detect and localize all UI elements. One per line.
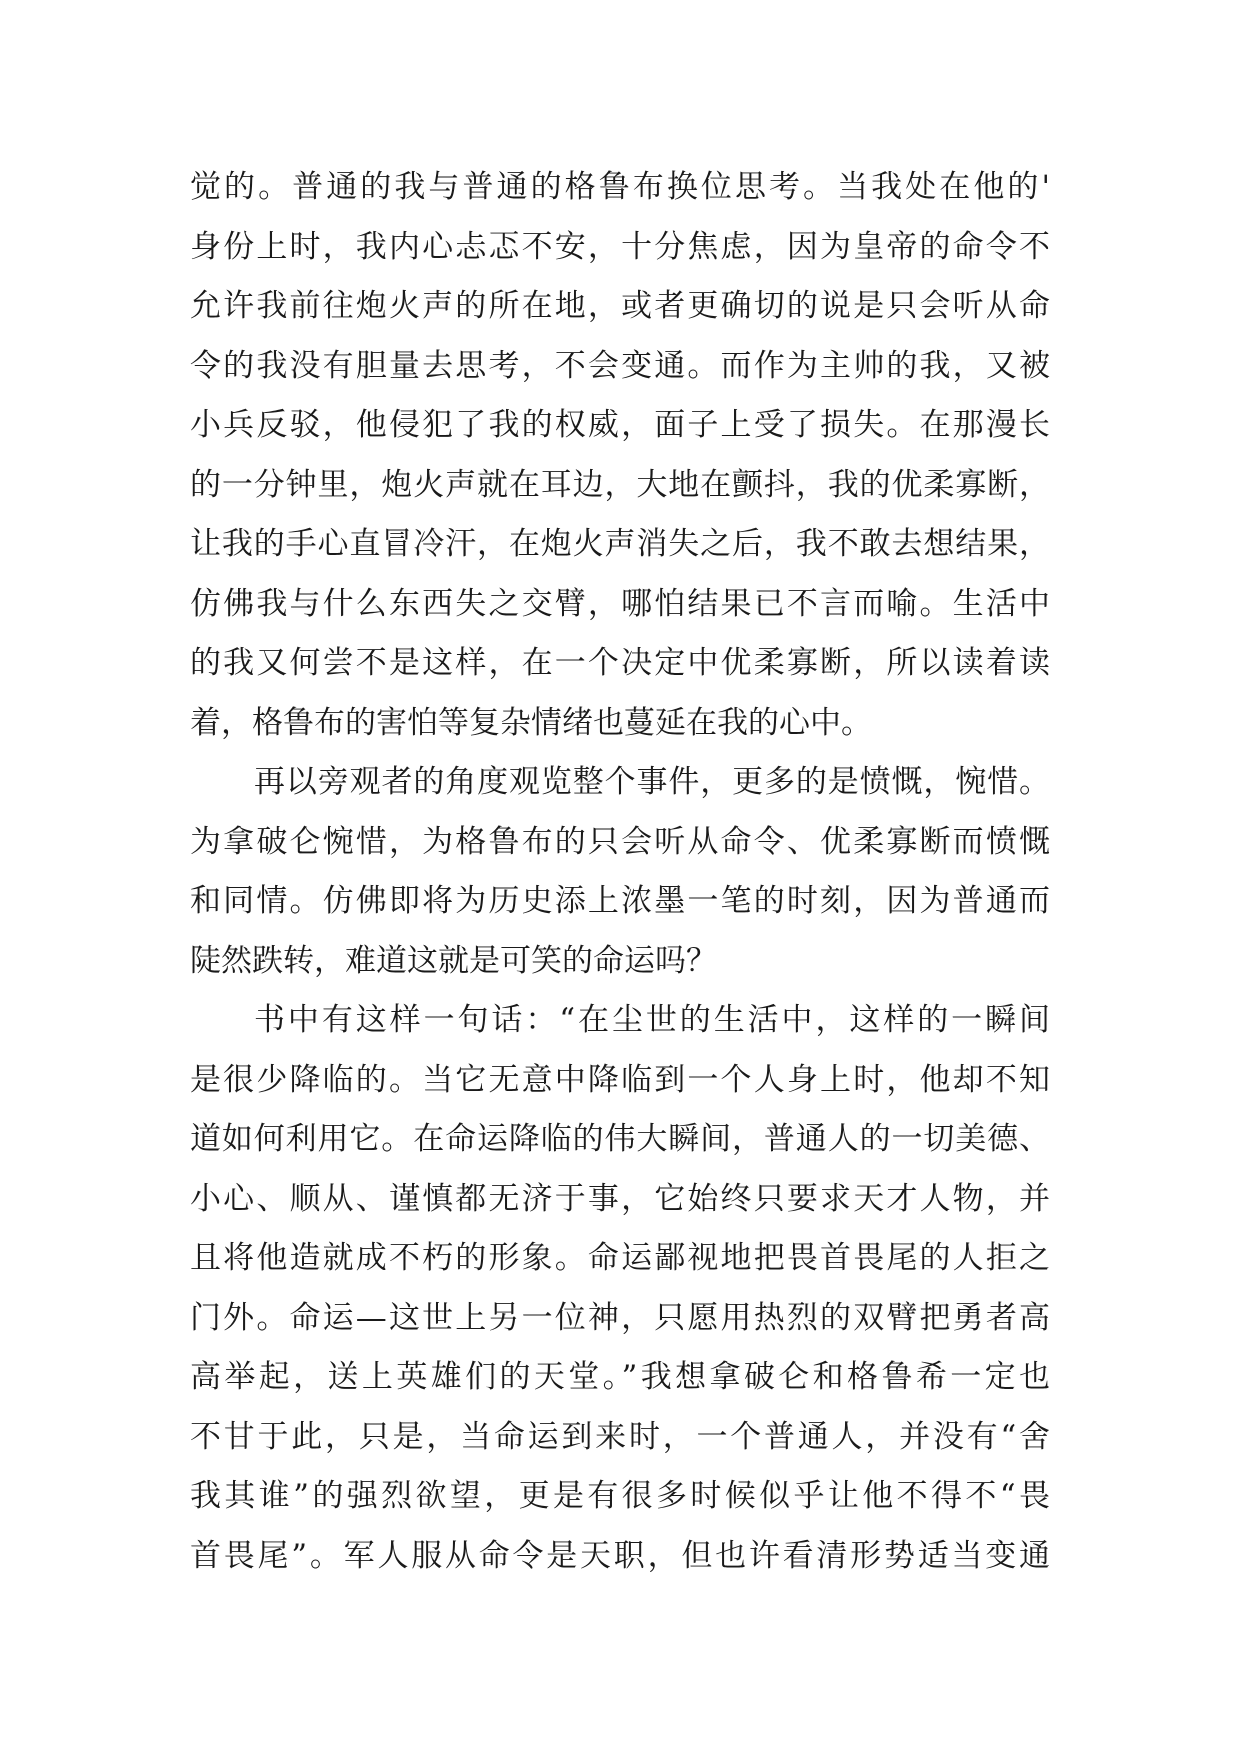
text-line: 允许我前往炮火声的所在地，或者更确切的说是只会听从命 <box>190 288 1050 324</box>
text-line: 道如何利用它。在命运降临的伟大瞬间，普通人的一切美德、 <box>190 1121 1050 1157</box>
text-line: 让我的手心直冒冷汗，在炮火声消失之后，我不敢去想结果， <box>190 526 1050 562</box>
text-line: 门外。命运—这世上另一位神，只愿用热烈的双臂把勇者高 <box>190 1299 1050 1336</box>
text-line: 首畏尾”。军人服从命令是天职，但也许看清形势适当变通 <box>190 1537 1050 1574</box>
text-line: 和同情。仿佛即将为历史添上浓墨一笔的时刻，因为普通而 <box>190 883 1050 919</box>
text-line: 高举起，送上英雄们的天堂。”我想拿破仑和格鲁希一定也 <box>190 1359 1050 1395</box>
text-line: 着，格鲁布的害怕等复杂情绪也蔓延在我的心中。 <box>190 704 872 741</box>
text-line: 令的我没有胆量去思考，不会变通。而作为主帅的我，又被 <box>190 347 1050 384</box>
text-line: 是很少降临的。当它无意中降临到一个人身上时，他却不知 <box>190 1061 1050 1098</box>
text-line: 再以旁观者的角度观览整个事件，更多的是愤慨，惋惜。 <box>254 764 1050 800</box>
text-line: 的一分钟里，炮火声就在耳边，大地在颤抖，我的优柔寡断， <box>190 466 1050 503</box>
text-line: 不甘于此，只是，当命运到来时，一个普通人，并没有“舍 <box>190 1418 1050 1455</box>
text-line: 陡然跌转，难道这就是可笑的命运吗？ <box>190 942 717 979</box>
text-line: 身份上时，我内心忐忑不安，十分焦虑，因为皇帝的命令不 <box>190 228 1050 265</box>
text-line: 且将他造就成不朽的形象。命运鄙视地把畏首畏尾的人拒之 <box>190 1240 1050 1276</box>
text-line: 小兵反驳，他侵犯了我的权威，面子上受了损失。在那漫长 <box>190 407 1050 443</box>
text-line: 觉的。普通的我与普通的格鲁布换位思考。当我处在他的' <box>190 169 1050 205</box>
body-text <box>190 158 1050 1586</box>
text-line: 为拿破仑惋惜，为格鲁布的只会听从命令、优柔寡断而愤慨 <box>190 823 1050 860</box>
text-line: 我其谁”的强烈欲望，更是有很多时候似乎让他不得不“畏 <box>190 1478 1050 1514</box>
text-line: 仿佛我与什么东西失之交臂，哪怕结果已不言而喻。生活中 <box>190 585 1050 622</box>
text-line: 书中有这样一句话：“在尘世的生活中，这样的一瞬间 <box>254 1002 1050 1038</box>
text-line: 的我又何尝不是这样，在一个决定中优柔寡断，所以读着读 <box>190 645 1050 681</box>
text-line: 小心、顺从、谨慎都无济于事，它始终只要求天才人物，并 <box>190 1180 1050 1217</box>
